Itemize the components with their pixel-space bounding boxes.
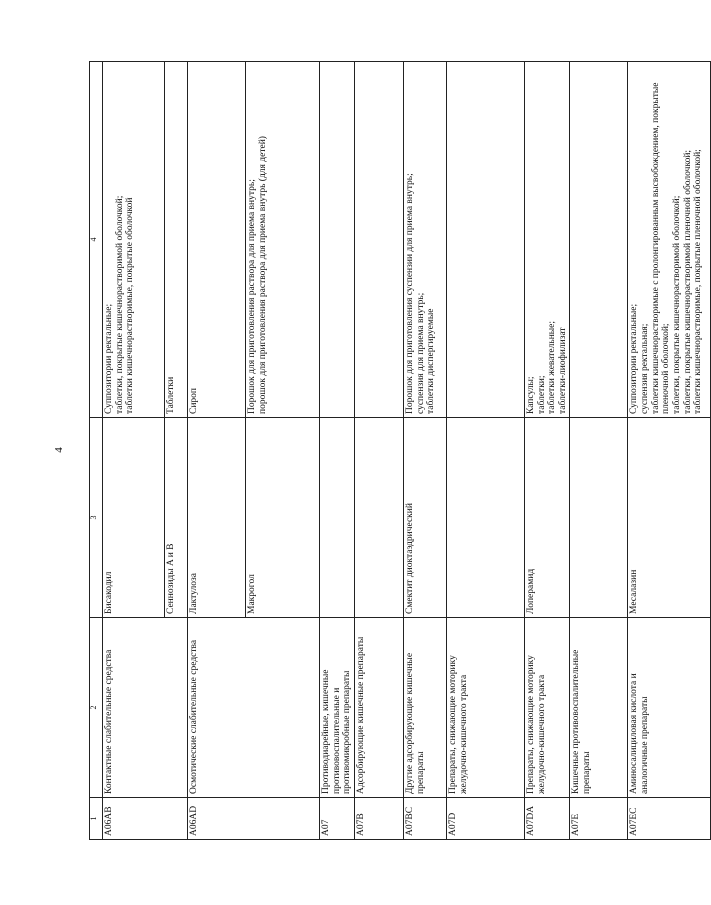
atc-code: A07B <box>354 798 403 840</box>
dosage-forms <box>320 62 355 418</box>
dosage-forms <box>165 62 188 418</box>
substance-name: Месалазин <box>628 418 711 618</box>
atc-code: A06AD <box>188 798 320 840</box>
dosage-form: суспензия для приема внутрь; <box>415 292 426 414</box>
dosage-forms <box>446 62 524 418</box>
dosage-form: таблетки диспергируемые <box>426 308 437 414</box>
dosage-form: Суппозитории ректальные; <box>104 303 114 414</box>
header-row <box>90 62 103 840</box>
dosage-form: таблетки кишечнорастворимые, покрытые оболочкой <box>125 197 136 414</box>
table-row <box>570 62 628 840</box>
dosage-form: таблетки, покрытые кишечнорастворимой пленочной оболочкой; <box>682 149 693 414</box>
dosage-form: порошок для приготовления раствора для приема внутрь (для детей) <box>257 136 268 414</box>
anatomical-group: Препараты, снижающие моторику желудочно-кишечного тракта <box>524 618 570 798</box>
atc-code: A07D <box>446 798 524 840</box>
header-col-3: 3 <box>90 418 103 618</box>
atc-code: A07EC <box>628 798 711 840</box>
substance-name <box>446 418 524 618</box>
dosage-forms <box>628 62 711 418</box>
table-row <box>403 62 446 840</box>
dosage-form: таблетки; <box>536 375 547 414</box>
dosage-form: таблетки, покрытые кишечнорастворимой оболочкой; <box>114 195 125 414</box>
substance-name <box>354 418 403 618</box>
dosage-forms <box>570 62 628 418</box>
table-row <box>354 62 403 840</box>
dosage-forms <box>188 62 246 418</box>
atc-code: A07DA <box>524 798 570 840</box>
substance-name: Лоперамид <box>524 418 570 618</box>
substance-name: Макрогол <box>246 418 320 618</box>
anatomical-group: Адсорбирующие кишечные препараты <box>354 618 403 798</box>
dosage-form: таблетки-лиофилизат <box>557 327 568 414</box>
substance-name: Бисакодил <box>103 418 165 618</box>
anatomical-group: Препараты, снижающие моторику желудочно-кишечного тракта <box>446 618 524 798</box>
atc-code: A07BC <box>403 798 446 840</box>
dosage-form: Таблетки <box>166 376 176 414</box>
substance-name: Смектит диоктаэдрический <box>403 418 446 618</box>
table-row <box>446 62 524 840</box>
anatomical-group: Другие адсорбирующие кишечные препараты <box>403 618 446 798</box>
dosage-form: таблетки кишечнорастворимые с пролонгированным высвобождением, покрытые пленочной оболочкой; <box>650 82 672 414</box>
table-row <box>188 62 246 840</box>
drug-table <box>89 61 711 840</box>
dosage-form: таблетки жевательные; <box>547 320 558 414</box>
table-row <box>103 62 165 840</box>
table-row <box>320 62 355 840</box>
rotated-page <box>89 62 704 840</box>
dosage-forms <box>403 62 446 418</box>
anatomical-group: Кишечные противовоспалительные препараты <box>570 618 628 798</box>
dosage-forms <box>524 62 570 418</box>
substance-name <box>320 418 355 618</box>
table-row <box>628 62 711 840</box>
dosage-forms <box>246 62 320 418</box>
header-col-2: 2 <box>90 618 103 798</box>
header-col-4: 4 <box>90 62 103 418</box>
atc-code: A06AB <box>103 798 188 840</box>
dosage-form: таблетки кишечнорастворимые, покрытые пленочной оболочкой; <box>693 149 704 414</box>
substance-name: Лактулоза <box>188 418 246 618</box>
dosage-form: Порошок для приготовления суспензии для приема внутрь; <box>404 173 415 414</box>
table-row <box>524 62 570 840</box>
atc-code: A07E <box>570 798 628 840</box>
anatomical-group: Аминосалициловая кислота и аналогичные препараты <box>628 618 711 798</box>
dosage-form: Порошок для приготовления раствора для приема внутрь; <box>247 179 257 414</box>
anatomical-group: Осмотические слабительные средства <box>188 618 320 798</box>
anatomical-group: Контактные слабительные средства <box>103 618 188 798</box>
anatomical-group: Противодиарейные, кишечные противовоспалительные и противомикробные препараты <box>320 618 355 798</box>
dosage-form: суспензия ректальная; <box>640 323 650 414</box>
dosage-forms <box>354 62 403 418</box>
header-col-1: 1 <box>90 798 103 840</box>
atc-code: A07 <box>320 798 355 840</box>
dosage-form: Капсулы; <box>525 376 536 414</box>
dosage-forms <box>103 62 165 418</box>
dosage-form: таблетки, покрытые кишечнорастворимой оболочкой; <box>671 195 682 414</box>
dosage-form: Суппозитории ректальные; <box>629 303 640 414</box>
substance-name <box>570 418 628 618</box>
substance-name: Сеннозиды A и B <box>165 418 188 618</box>
dosage-form: Сироп <box>189 387 199 414</box>
page-number: 4 <box>52 447 65 453</box>
